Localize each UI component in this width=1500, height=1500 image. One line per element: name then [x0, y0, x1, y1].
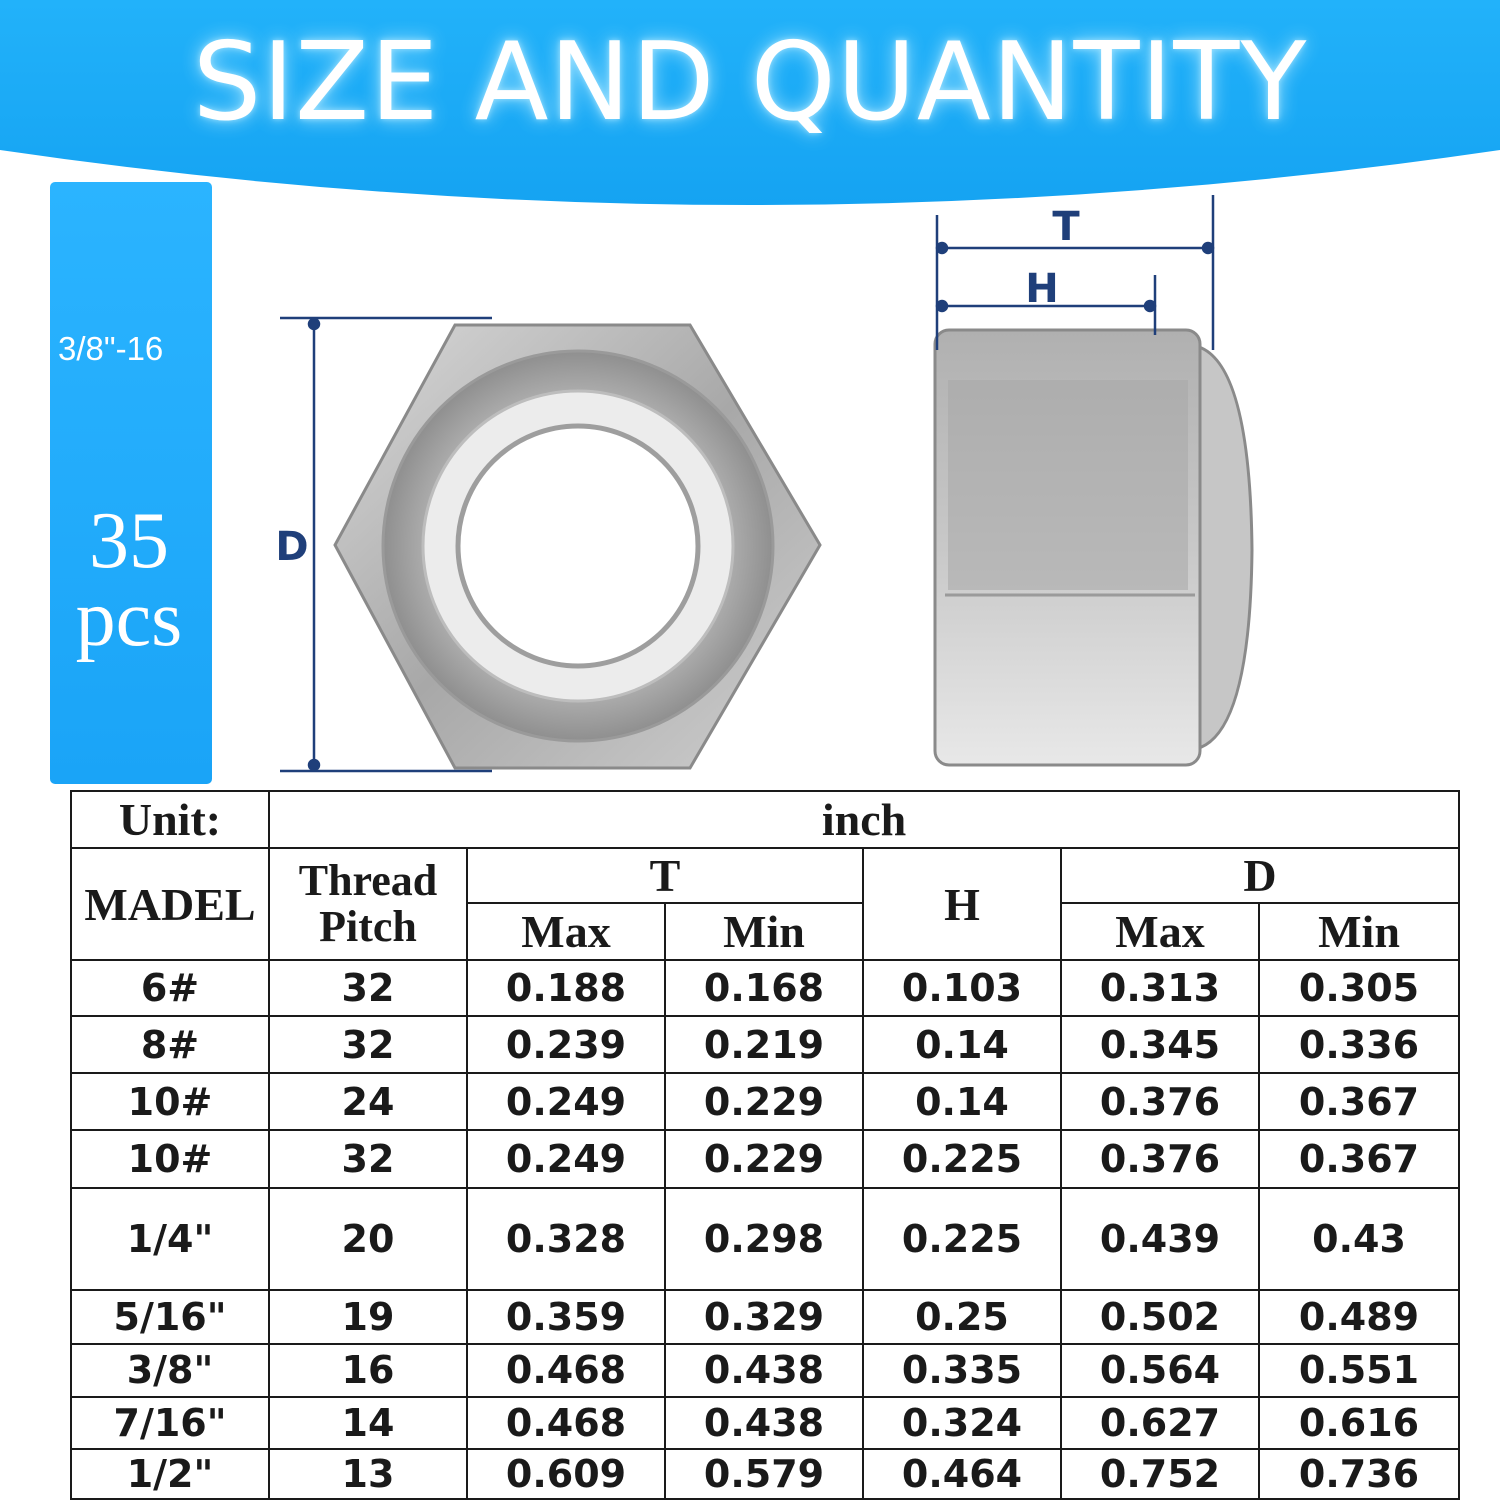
cell-t-min: 0.579 — [665, 1449, 863, 1499]
cell-h: 0.25 — [863, 1290, 1061, 1344]
cell-pitch: 32 — [269, 960, 467, 1016]
header-row-1 — [71, 848, 1459, 903]
cell-t-max: 0.188 — [467, 960, 665, 1016]
header-t-max: Max — [467, 903, 665, 960]
cell-pitch: 32 — [269, 1130, 467, 1187]
cell-d-max: 0.345 — [1061, 1016, 1259, 1073]
nut-side-view — [935, 330, 1252, 765]
cell-t-min: 0.168 — [665, 960, 863, 1016]
cell-model: 5/16" — [71, 1290, 269, 1344]
cell-model: 1/4" — [71, 1188, 269, 1290]
banner-title: SIZE AND QUANTITY — [192, 20, 1308, 145]
cell-d-min: 0.736 — [1259, 1449, 1459, 1499]
cell-t-max: 0.239 — [467, 1016, 665, 1073]
header-d: D — [1061, 848, 1459, 903]
header-thread-pitch — [269, 848, 467, 960]
cell-d-max: 0.376 — [1061, 1130, 1259, 1187]
cell-d-min: 0.367 — [1259, 1130, 1459, 1187]
cell-t-min: 0.438 — [665, 1397, 863, 1449]
cell-d-min: 0.616 — [1259, 1397, 1459, 1449]
cell-pitch: 24 — [269, 1073, 467, 1130]
cell-d-max: 0.376 — [1061, 1073, 1259, 1130]
nut-front-view — [335, 325, 820, 768]
unit-label: Unit: — [71, 791, 269, 848]
cell-d-max: 0.752 — [1061, 1449, 1259, 1499]
cell-t-min: 0.329 — [665, 1290, 863, 1344]
cell-model: 7/16" — [71, 1397, 269, 1449]
cell-pitch: 32 — [269, 1016, 467, 1073]
cell-t-max: 0.328 — [467, 1188, 665, 1290]
cell-d-max: 0.564 — [1061, 1344, 1259, 1397]
cell-t-min: 0.438 — [665, 1344, 863, 1397]
cell-t-min: 0.219 — [665, 1016, 863, 1073]
cell-d-min: 0.551 — [1259, 1344, 1459, 1397]
cell-d-min: 0.336 — [1259, 1016, 1459, 1073]
cell-t-min: 0.229 — [665, 1073, 863, 1130]
cell-pitch: 20 — [269, 1188, 467, 1290]
header-d-min: Min — [1259, 903, 1459, 960]
dimension-t-label: T — [1052, 204, 1080, 250]
cell-model: 3/8" — [71, 1344, 269, 1397]
header-model: MADEL — [71, 848, 269, 960]
cell-model: 8# — [71, 1016, 269, 1073]
cell-h: 0.464 — [863, 1449, 1061, 1499]
unit-row — [71, 791, 1459, 848]
cell-h: 0.103 — [863, 960, 1061, 1016]
cell-model: 10# — [71, 1073, 269, 1130]
cell-d-min: 0.43 — [1259, 1188, 1459, 1290]
cell-d-min: 0.367 — [1259, 1073, 1459, 1130]
cell-h: 0.14 — [863, 1016, 1061, 1073]
cell-pitch: 19 — [269, 1290, 467, 1344]
cell-h: 0.324 — [863, 1397, 1061, 1449]
header-h: H — [863, 848, 1061, 960]
cell-t-max: 0.359 — [467, 1290, 665, 1344]
cell-pitch: 16 — [269, 1344, 467, 1397]
header-thread-pitch-text: Thread Pitch — [298, 856, 438, 952]
spec-table-body — [71, 960, 1459, 1499]
header-t: T — [467, 848, 863, 903]
table-row — [71, 1344, 1459, 1397]
cell-model: 6# — [71, 960, 269, 1016]
cell-t-min: 0.229 — [665, 1130, 863, 1187]
cell-d-max: 0.627 — [1061, 1397, 1259, 1449]
table-row — [71, 1449, 1459, 1499]
cell-d-max: 0.313 — [1061, 960, 1259, 1016]
cell-t-max: 0.468 — [467, 1397, 665, 1449]
cell-t-max: 0.609 — [467, 1449, 665, 1499]
table-row — [71, 960, 1459, 1016]
cell-t-max: 0.468 — [467, 1344, 665, 1397]
cell-model: 10# — [71, 1130, 269, 1187]
table-row — [71, 1073, 1459, 1130]
header-d-max: Max — [1061, 903, 1259, 960]
header-t-min: Min — [665, 903, 863, 960]
table-row — [71, 1397, 1459, 1449]
dimension-h-label: H — [1025, 266, 1059, 312]
cell-model: 1/2" — [71, 1449, 269, 1499]
cell-pitch: 14 — [269, 1397, 467, 1449]
table-row — [71, 1016, 1459, 1073]
cell-pitch: 13 — [269, 1449, 467, 1499]
cell-t-max: 0.249 — [467, 1130, 665, 1187]
size-label: 3/8"-16 — [58, 330, 164, 367]
unit-value: inch — [269, 791, 1459, 848]
table-row — [71, 1290, 1459, 1344]
quantity-number: 35 — [89, 497, 169, 585]
cell-t-min: 0.298 — [665, 1188, 863, 1290]
cell-h: 0.225 — [863, 1130, 1061, 1187]
quantity-unit: pcs — [75, 575, 183, 663]
dimension-d-label: D — [275, 524, 309, 570]
table-row — [71, 1130, 1459, 1187]
cell-d-max: 0.502 — [1061, 1290, 1259, 1344]
cell-d-min: 0.305 — [1259, 960, 1459, 1016]
cell-d-max: 0.439 — [1061, 1188, 1259, 1290]
table-row — [71, 1188, 1459, 1290]
cell-h: 0.225 — [863, 1188, 1061, 1290]
cell-h: 0.14 — [863, 1073, 1061, 1130]
cell-t-max: 0.249 — [467, 1073, 665, 1130]
spec-table — [70, 790, 1460, 1500]
cell-h: 0.335 — [863, 1344, 1061, 1397]
cell-d-min: 0.489 — [1259, 1290, 1459, 1344]
